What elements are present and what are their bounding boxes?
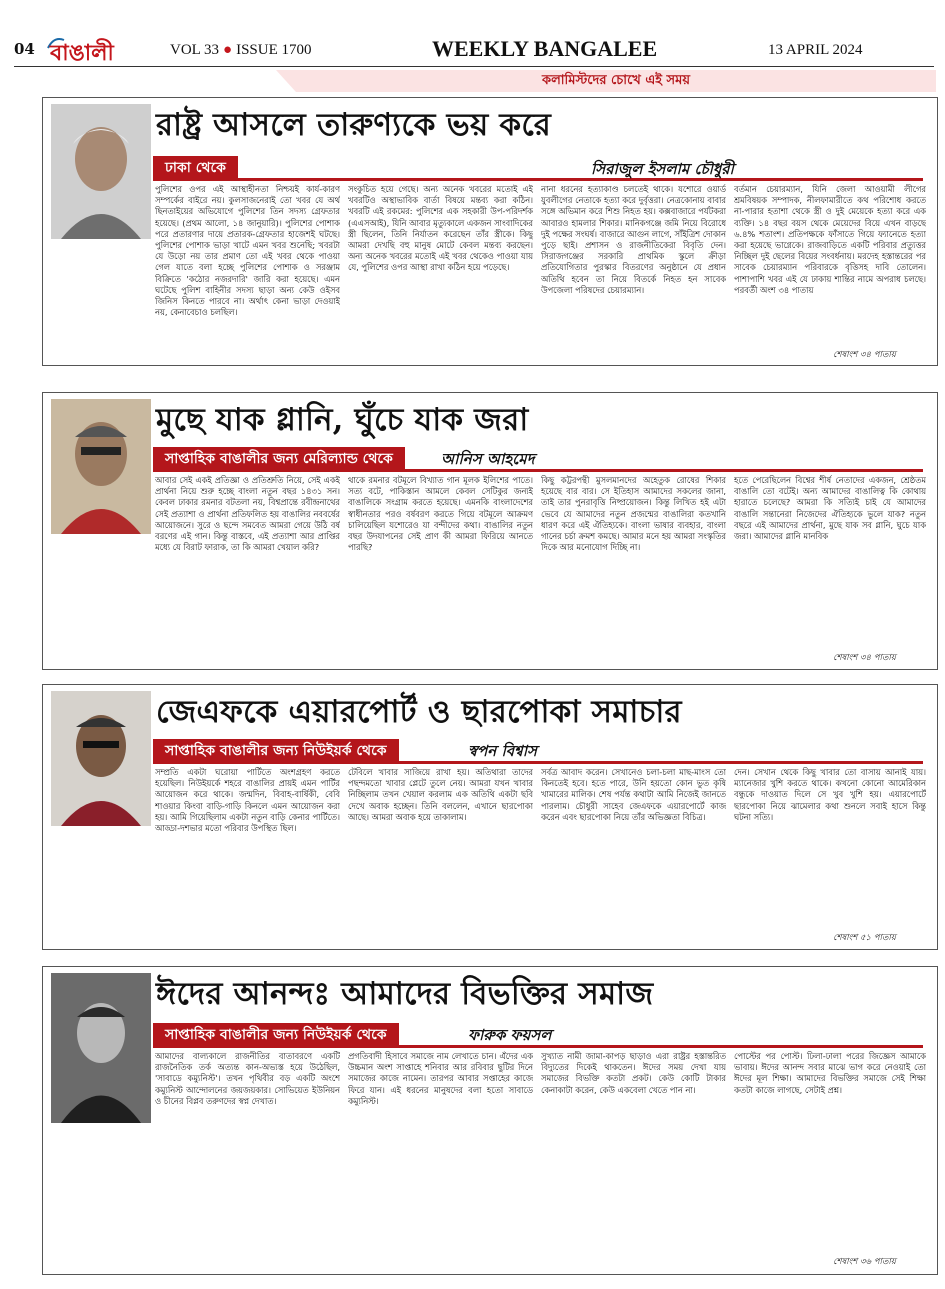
article-4 — [42, 966, 938, 1275]
volume-issue — [170, 42, 312, 59]
author-photo — [51, 691, 151, 826]
author-photo — [51, 104, 151, 239]
body-column-3: কিছু কট্টরপন্থী মুসলমানদের অহেতুক রোষের শিকার হয়েছে বার বার। সে ইতিহাস আমাদের সকলের জানা, তাই তার পুনরাবৃত্তি নিষ্প্রয়োজন। কিন্তু লিখিত হই এটা ভেবে যে আমাদের নতুন প্রজন্মের বাঙালিরা কতখানি ধারণ করে এই ঐতিহ্যকে। বাংলা ভাষার ব্যবহার, বাংলা গানের চর্চা ক্রমশ কমছে। আমার মনে হয় আমরা সংস্কৃতির দিকে আর মনোযোগ দিচ্ছি না। — [541, 475, 726, 553]
article-headline: রাষ্ট্র আসলে তারুণ্যকে ভয় করে — [156, 107, 552, 143]
body-column-3: সুখ্যাত নামী জামা-কাপড় ছাড়াও এরা রাষ্ট্রর হস্তান্তরিত বিদ্যুতের দিকেই থাকতেন। ঈদের সময় দেখা যায় সমাজের বিভক্তি কতটা প্রকট। কেউ কোটি টাকার কেনাকাটা করেন, কেউ একবেলা খেতে পান না। — [541, 1051, 726, 1095]
byline: স্বপন বিশ্বাস — [468, 742, 537, 760]
article-headline: জেএফকে এয়ারপোর্ট ও ছারপোকা সমাচার — [156, 694, 682, 730]
place-rule — [153, 178, 923, 181]
body-column-2: প্রগতিবাদী হিসাবে সমাজে নাম লেখাতে চান। এঁদের এক উচ্চমান অংশ সাপ্তাহে শনিবার আর রবিবার ছুটির দিনে সমাজের কাজে নামেন। তারপর আবার সপ্তাহের কাজে ফিরে যান। এই ধরনের মানুষদের বলা হতো সাবাডে কম্যুনিস্ট। — [348, 1051, 533, 1106]
section-banner: কলামিস্টদের চোখে এই সময় — [296, 70, 936, 92]
body-column-1: আবার সেই একই প্রতিজ্ঞা ও প্রতিশ্রুতি নিয়ে, সেই একই প্রার্থনা নিয়ে শুরু হচ্ছে বাংলা নতুন বছর ১৪৩১ সন। কেবল ঢাকার রমনার বটতলা নয়, বিশ্বপ্রান্তে রবীন্দ্রনাথের সেই প্রত্যাশা ও প্রার্থনা প্রতিফলিত হয় বাঙালির নববর্ষের আয়োজনে। সুরে ও ছন্দে সমবেত আমরা গেয়ে উঠি বর্ষ বরণের এই গান। কিন্তু বাস্তবে, এই প্রত্যাশা আর প্রাপ্তির মধ্যে যে বিরাট ফারাক, তা কি আমরা খেয়াল করি? — [155, 475, 340, 553]
issue-date: 13 APRIL 2024 — [768, 42, 863, 58]
author-photo — [51, 973, 151, 1123]
article-headline: ঈদের আনন্দঃ আমাদের বিভক্তির সমাজ — [156, 976, 654, 1012]
newspaper-logo — [42, 30, 132, 66]
header-divider — [14, 66, 934, 67]
page-number: 04 — [14, 40, 35, 58]
body-column-1: সম্প্রতি একটা ঘরোয়া পার্টিতে অংশগ্রহণ করতে হয়েছিল। নিউইয়র্কে শহরে বাঙালির প্রায়ই এমন পার্টির আয়োজন করে থাকে। জন্মদিন, বিবাহ-বার্ষিকী, বেবি শাওয়ার কিংবা বাড়ি-গাড়ি কিনলে এমন আয়োজন করা হয়। আমি গিয়েছিলাম একটা নতুন বাড়ি কেনার পার্টিতে। আড্ডা-দশভার মতো পরিবার উপস্থিত ছিল। — [155, 767, 340, 834]
article-place: সাপ্তাহিক বাঙালীর জন্য মেরিল্যান্ড থেকে — [153, 447, 405, 471]
article-headline: মুছে যাক গ্লানি, ঘুঁচে যাক জরা — [156, 402, 529, 438]
body-column-4: দেন। সেখান থেকে কিছু খাবার তো বাসায় আনাই যায়। ম্যানেজার খুশি করতে থাকে। কখনো কোনো আমেরিকান বন্ধুকে দাওয়াত দিলে সে খুব খুশি হয়। এয়ারপোর্টে ছারপোকা নিয়ে ঝামেলার কথা শুনলে সবাই হাসে কিন্তু ঘটনা সত্যি। — [734, 767, 926, 822]
article-place: সাপ্তাহিক বাঙালীর জন্য নিউইয়র্ক থেকে — [153, 739, 399, 763]
body-column-4: হতে পেরেছিলেন বিশ্বের শীর্ষ নেতাদের একজন, শ্রেষ্ঠতম বাঙালি তো বটেই। অন্য আমাদের বাঙালিত্ব কি কোথায় হারাতে চলেছে? আমরা কি সত্যিই চাই যে আমাদের বাঙালি সন্তানেরা নিজেদের ঐতিহ্যকে ভুলে যাক? নতুন বছরে এই আমাদের প্রার্থনা, মুছে যাক সব গ্লানি, ঘুচে যাক জরা। আমাদের গ্লানি মানবিক — [734, 475, 926, 542]
body-column-2: টেবিলে খাবার সাজিয়ে রাখা হয়। অতিথারা তাদের পছন্দমতো খাবার প্লেটে তুলে নেয়। আমরা যখন খাবার নিচ্ছিলাম তখন খেয়াল করলাম এক অতিথি একটা ছবি দেখে অবাক হচ্ছেন। তিনি বললেন, এখানে ছারপোকা আছে। আমরা অবাক হয়ে তাকালাম। — [348, 767, 533, 822]
byline: ফারুক ফয়সল — [468, 1026, 552, 1044]
article-3 — [42, 684, 938, 950]
body-column-3: সর্বত্র আবাদ করেন। সেখানেও চলা-চলা মাছ-মাংস তো কিনতেই হবে। হতে পারে, উনি হয়তো কোন ভুত কৃষি খামারের মালিক। শেষ পর্যন্ত কথাটা আমি নিজেই জানতে পারলাম। চৌধুরী সাহেব জেএফকে এয়ারপোর্টে কাজ করেন এবং ছারপোকা নিয়ে তাঁর অভিজ্ঞতা বিচিত্র। — [541, 767, 726, 822]
article-place: সাপ্তাহিক বাঙালীর জন্য নিউইয়র্ক থেকে — [153, 1023, 399, 1047]
body-column-4: বর্তমান চেয়ারম্যান, যিনি জেলা আওয়ামী লীগের শ্রমবিষয়ক সম্পাদক, নীলফামারীতে কথ পরিশোধ করতে না-পারার হতাশা থেকে স্ত্রী ও দুই মেয়েকে হত্যা করে এক ব্যক্তি। ১৪ বছর বয়স থেকে মেয়েদের বিয়ে এখন বাড়ছে ৬.৪% শতাংশ। প্রতিপক্ষকে ফাঁসাতে গিয়ে ফ্যানেতে হত্যা করা হয়েছে ভাগ্নেকে। রাজবাড়িতে একটি পরিবার প্রত্যুত্তর নিচ্ছিল দুই ছেলের বিয়ের সংবর্ধনায়। মরদেহ হস্তান্তরের পর সাবেক চেয়ারম্যান পরিবারকে বৃত্তিসহ দাবি তোলেন। পাশাপাশি খবর এই যে ঢাকায় শান্তির নামে অপরাধ চলছে। পরবর্তী অংশ ৩৪ পাতায় — [734, 184, 926, 295]
body-column-2: সংকুচিত হয়ে গেছে। অন্য অনেক খবরের মতোই এই খবরটিও অস্থাভাবিক বার্তা বিষয়ে মন্তব্য করা কঠিন। খবরটি এই রকমের: পুলিশের এক সহকারী উপ-পরিদর্শক (এএসআই), যিনি আবার মৃত্যুকালে একজন সাংবাদিকের স্ত্রী ছিলেন, তিনি নির্যাতন করেছেন তাঁর স্ত্রীকে। কিছু আমরা দেখছি বহু মানুষ মোটে কেবল মন্তব্য করছেন। অন্য অনেক খবরের মতোই এই খবর থেকেও পাওয়া যায় যে, পুলিশের ওপর আস্থা রাখা কঠিন হয়ে পড়েছে। — [348, 184, 533, 273]
issue: ISSUE 1700 — [236, 42, 312, 58]
body-column-1b — [51, 244, 151, 354]
continued-note: শেষাংশ ৩৬ পাতায় — [833, 1257, 896, 1267]
page-header — [0, 0, 945, 70]
body-column-4: পোস্টের পর পোস্ট। ঢিলা-ঢালা পরের জিজ্ঞেস আমাকে ভাবায়। ঈদের আনন্দ সবার মাঝে ভাগ করে নেওয়াই তো ঈদের মূল শিক্ষা। আমাদের বিভক্তির সমাজে সেই শিক্ষা কতটা কাজে লাগছে, সেটাই প্রশ্ন। — [734, 1051, 926, 1095]
body-column-2: থাকে রমনার বটমূলে বিখ্যাত গান মূলক ইলিশের পাতে। সত্য বটে, পাকিস্তান আমলে কেবল সেটিকুর জন্যই বাঙালিকে সংগ্রাম করতে হয়েছে। এমনকি বাংলাদেশের স্বাধীনতার পরও বর্ষবরণ করতে গিয়ে বটমূলে আক্রমণ চালিয়েছিল যশোরেও যা বন্দীদের কথা। বাঙালির নতুন বছর উদযাপনের সেই প্রাণ কী আমরা ফিরিয়ে আনতে পারছি? — [348, 475, 533, 553]
place-rule — [153, 761, 923, 764]
newspaper-title: WEEKLY BANGALEE — [432, 36, 658, 61]
article-2 — [42, 392, 938, 670]
continued-note: শেষাংশ ৩৪ পাতায় — [833, 653, 896, 663]
svg-text:বাঙালী: বাঙালী — [50, 41, 114, 66]
volume: VOL 33 — [170, 42, 220, 58]
continued-note: শেষাংশ ৩৪ পাতায় — [833, 350, 896, 360]
author-photo — [51, 399, 151, 534]
article-1 — [42, 97, 938, 366]
byline: সিরাজুল ইসলাম চৌধুরী — [591, 160, 734, 178]
place-rule — [153, 469, 923, 472]
continued-note: শেষাংশ ৫১ পাতায় — [833, 933, 896, 943]
body-column-1: আমাদের বাল্যকালে রাজনীতির বাতাবরণে একটি রাজনৈতিক তর্ক অত্যন্ত কান-অভ্যস্ত হয়ে উঠেছিল, 'সাবাডে কম্যুনিস্ট'। তখন পৃথিবীর বড় একটি অংশে কম্যুনিস্ট আন্দোলনের জয়জয়কার। সোভিয়েত ইউনিয়ন ও চীনের বিপ্লব তরুণদের স্বপ্ন দেখাত। — [155, 1051, 340, 1106]
bullet-icon: ● — [223, 42, 233, 58]
byline: আনিস আহমেদ — [441, 450, 535, 468]
article-place: ঢাকা থেকে — [153, 156, 238, 180]
body-column-1: পুলিশের ওপর এই আস্থাহীনতা নিশ্চয়ই কার্য-কারণ সম্পর্কের বাইরে নয়। কুলসাজনেরাই তো খবর যে অর্থ ছিনতাইয়ের অভিযোগে পুলিশের তিন সদস্য গ্রেফতার হয়েছে। (প্রথম আলো, ১৪ জানুয়ারি)। পুলিশের পোশাক পরে প্রতারণার দায়ে প্রতারক-গ্রেফতার হাজেশই ঘটছে। পুলিশের পোশাক ভাড়া খাটে এমন খবর শুনেছি; খবরটা যে উড়ো নয় তার প্রমাণ তো এই খবর থেকে পাওয়া গেল যাতে বলা হচ্ছে পুলিশের পোশাক ও সরঞ্জাম বিক্রিতে 'কঠোর নজরদারি' জারি করা হয়েছে। এমন ঘটেছে পুলিশ বাহিনীর সদস্য ছাড়া অন্য কেউ ওইসব জিনিস কিনতে পারবে না। অর্থাৎ কেনা ভাড়া দেওয়াই নয়, কেনাবেচাও চলছিল। — [155, 184, 340, 318]
body-column-3: নানা ধরনের হত্যাকাণ্ড চলতেই থাকে। যশোরে ওয়ার্ড যুবলীগের নেতাকে হত্যা করে দুর্বৃত্তরা। নেত্রকোনায় বাবার সঙ্গে অভিমান করে শিশু নিহত হয়। কক্সবাজারে পর্যটকরা আবারও হামলার শিকার। মানিকগঞ্জে জমি নিয়ে বিরোধে দুই পক্ষের সংঘর্ষ। বাজারে আগুন লাগে, সাঁইত্রিশ দোকান পুড়ে ছাই। প্রশাসন ও রাজনীতিকেরা বিবৃতি দেন। সিরাজগঞ্জের সরকারি প্রাথমিক স্কুলে ক্রীড়া প্রতিযোগিতার পুরস্কার বিতরণের অনুষ্ঠানে যে প্রধান অতিথি হবেন তা নিয়ে বিতর্কে নিহত হন সাবেক উপজেলা পরিষদের চেয়ারম্যান। — [541, 184, 726, 295]
